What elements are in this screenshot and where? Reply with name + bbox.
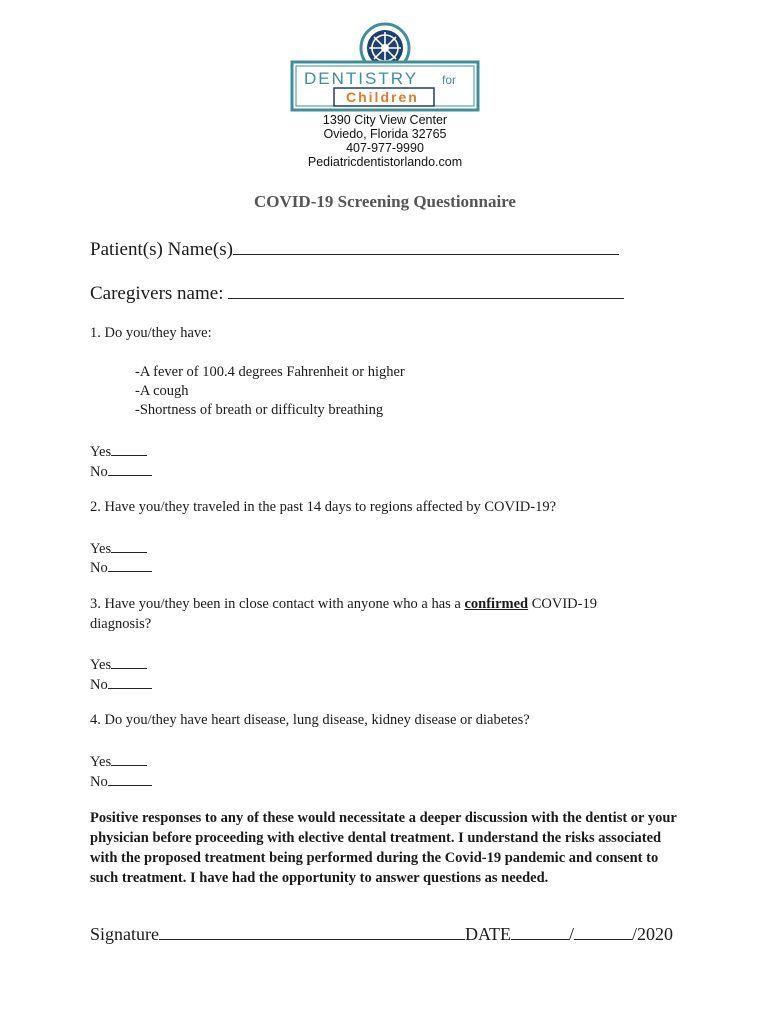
caregiver-name-line[interactable] — [228, 280, 624, 299]
question-3-line2: diagnosis? — [90, 616, 152, 632]
q3-emphasis: confirmed — [464, 596, 529, 612]
dentistry-for-children-logo — [290, 22, 480, 114]
question-1: 1. Do you/they have: — [90, 325, 212, 341]
patient-name-label: Patient(s) Name(s) — [90, 239, 233, 260]
q3-no-blank[interactable] — [108, 673, 152, 689]
caregiver-name-label: Caregivers name: — [90, 283, 229, 304]
patient-name-line[interactable] — [233, 236, 619, 255]
no-label: No — [90, 677, 108, 693]
consent-paragraph: Positive responses to any of these would necessitate a deeper discussion with the dentist or your physician before proceeding with elective dental treatment. I understand the risks associated with the proposed treatment being performed during the Covid-19 pandemic and consent to such treatment. I have had the opportunity to answer questions as needed. — [90, 810, 677, 886]
q3-no — [90, 673, 152, 696]
symptom-fever: -A fever of 100.4 degrees Fahrenheit or higher — [135, 364, 405, 380]
q3-text-after: COVID-19 — [528, 596, 597, 612]
logo-text-for: for — [442, 73, 457, 87]
address-city: Oviedo, Florida 32765 — [323, 127, 447, 141]
yes-label: Yes — [90, 444, 112, 460]
q1-no — [90, 460, 152, 483]
question-2: 2. Have you/they traveled in the past 14 days to regions affected by COVID-19? — [90, 499, 557, 515]
question-4: 4. Do you/they have heart disease, lung disease, kidney disease or diabetes? — [90, 712, 530, 728]
q1-no-blank[interactable] — [108, 460, 152, 476]
caregiver-name-field — [90, 280, 624, 305]
no-label: No — [90, 464, 108, 480]
symptom-breath: -Shortness of breath or difficulty breathing — [135, 402, 384, 418]
address-street: 1390 City View Center — [322, 113, 448, 127]
q4-yes-blank[interactable] — [111, 750, 147, 766]
address-website: Pediatricdentistorlando.com — [307, 155, 463, 169]
signature-label: Signature — [90, 924, 159, 944]
yes-label: Yes — [90, 754, 112, 770]
signature-row — [90, 922, 673, 945]
date-month-line[interactable] — [511, 922, 569, 940]
date-year: /2020 — [632, 924, 674, 944]
q3-yes-blank[interactable] — [111, 653, 147, 669]
no-label: No — [90, 560, 108, 576]
q2-no — [90, 556, 152, 579]
address-phone: 407-977-9990 — [346, 141, 424, 155]
yes-label: Yes — [90, 657, 112, 673]
q3-text-before: 3. Have you/they been in close contact with anyone who a has a — [90, 596, 465, 612]
no-label: No — [90, 774, 108, 790]
symptom-cough: -A cough — [135, 383, 189, 399]
question-3 — [90, 595, 597, 615]
logo-text-children: Children — [346, 89, 419, 105]
q2-no-blank[interactable] — [108, 556, 152, 572]
form-title: COVID-19 Screening Questionnaire — [254, 192, 516, 211]
yes-label: Yes — [90, 541, 112, 557]
signature-line[interactable] — [159, 922, 465, 940]
patient-name-field — [90, 236, 619, 261]
date-slash: / — [569, 924, 575, 944]
clinic-address — [0, 113, 770, 169]
q2-yes-blank[interactable] — [111, 537, 147, 553]
logo-text-dentistry: DENTISTRY — [304, 69, 419, 88]
q1-yes-blank[interactable] — [111, 440, 147, 456]
q4-no — [90, 770, 152, 793]
date-day-line[interactable] — [574, 922, 632, 940]
date-label: DATE — [465, 924, 511, 944]
q4-no-blank[interactable] — [108, 770, 152, 786]
